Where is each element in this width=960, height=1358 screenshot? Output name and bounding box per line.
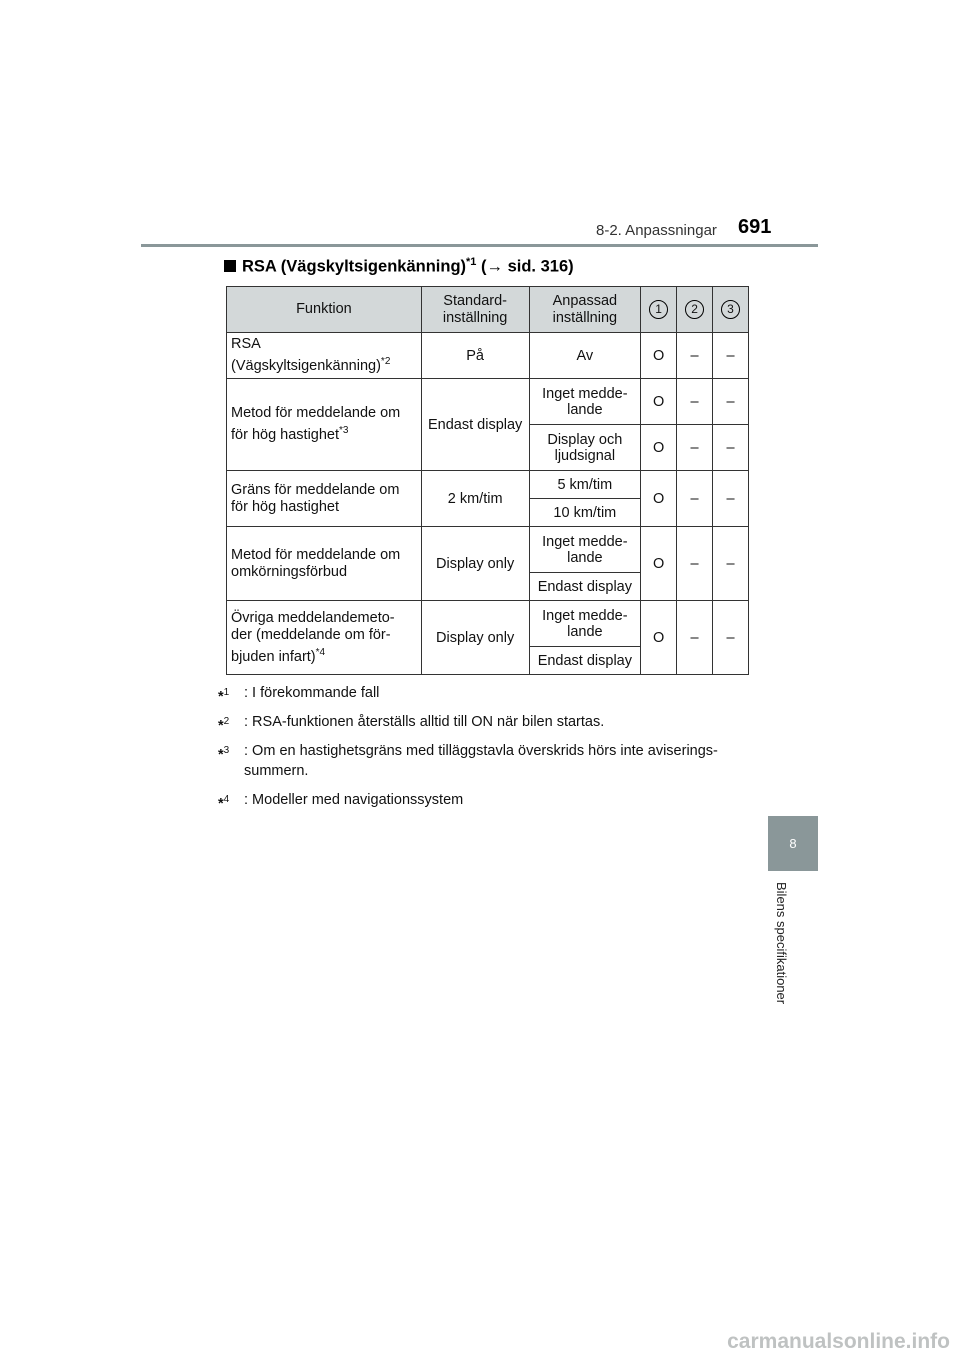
grans-c3: – <box>713 471 749 527</box>
header-section: 8-2. Anpassningar <box>596 222 717 239</box>
footnote-mark: *$^2$ <box>218 716 230 734</box>
metod-hog-funktion: Metod för meddelande om för hög hastighet$^{*3}$ <box>227 379 422 471</box>
header-col1 <box>641 287 677 333</box>
grans-standard: 2 km/tim <box>421 471 529 527</box>
metod-hog-anpassad-a: Inget medde- lande <box>529 379 641 425</box>
omkorning-c1: O <box>641 527 677 601</box>
section-title-mark: *1 <box>466 256 477 268</box>
section-title-main: RSA (Vägskyltsigenkänning) <box>242 257 467 276</box>
header-funktion: Funktion <box>227 287 422 333</box>
header-standard: Standard- inställning <box>421 287 529 333</box>
rsa-c1: O <box>641 333 677 379</box>
ovriga-anpassad-b: Endast display <box>529 647 641 675</box>
metod-hog-a1: O <box>641 379 677 425</box>
metod-hog-b1: O <box>641 425 677 471</box>
footnote-1: *$^1$ : I förekommande fall <box>218 685 380 705</box>
ovriga-standard: Display only <box>421 601 529 675</box>
footnotes <box>218 683 748 819</box>
footnote-mark: *$^1$ <box>218 687 230 705</box>
page-number: 691 <box>738 216 772 238</box>
square-bullet-icon <box>224 260 236 272</box>
chapter-tab <box>768 816 818 871</box>
omkorning-anpassad-b: Endast display <box>529 573 641 601</box>
metod-hog-a3: – <box>713 379 749 425</box>
ovriga-anpassad-a: Inget medde- lande <box>529 601 641 647</box>
footnote-mark: *$^3$ <box>218 745 230 763</box>
table-row <box>227 333 749 379</box>
metod-hog-anpassad-b: Display och ljudsignal <box>529 425 641 471</box>
table-row <box>227 471 749 499</box>
header-col3 <box>713 287 749 333</box>
footnote-3: *$^3$ : Om en hastighetsgräns med tilläggstavla överskrids hörs inte aviserings- summern. <box>218 743 718 779</box>
header-rule <box>141 244 818 247</box>
header-col2 <box>677 287 713 333</box>
grans-anpassad-a: 5 km/tim <box>529 471 641 499</box>
ovriga-c1: O <box>641 601 677 675</box>
footnote-2: *$^2$ : RSA-funktionen återställs alltid till ON när bilen startas. <box>218 714 605 734</box>
metod-hog-b3: – <box>713 425 749 471</box>
footnote-mark: *$^4$ <box>218 794 230 812</box>
metod-hog-b2: – <box>677 425 713 471</box>
grans-anpassad-b: 10 km/tim <box>529 499 641 527</box>
ovriga-c3: – <box>713 601 749 675</box>
omkorning-funktion: Metod för meddelande om omkörningsförbud <box>227 527 422 601</box>
ovriga-funktion: Övriga meddelandemeto- der (meddelande om för- bjuden infart)$^{*4}$ <box>227 601 422 675</box>
ovriga-c2: – <box>677 601 713 675</box>
omkorning-c3: – <box>713 527 749 601</box>
rsa-anpassad: Av <box>529 333 641 379</box>
footnote-4: *$^4$ : Modeller med navigationssystem <box>218 792 464 812</box>
metod-hog-a2: – <box>677 379 713 425</box>
settings-table <box>226 286 749 675</box>
grans-c2: – <box>677 471 713 527</box>
table-row <box>227 379 749 425</box>
circled-three-icon: 3 <box>721 300 740 319</box>
chapter-number: 8 <box>789 836 797 851</box>
rsa-funktion: RSA (Vägskyltsigenkänning)$^{*2}$ <box>227 333 422 379</box>
circled-two-icon: 2 <box>685 300 704 319</box>
section-title <box>224 256 574 277</box>
table-row <box>227 527 749 573</box>
circled-one-icon: 1 <box>649 300 668 319</box>
footer-watermark: carmanualsonline.info <box>727 1330 950 1353</box>
table-header-row <box>227 287 749 333</box>
section-title-ref: (→ sid. 316) <box>481 257 574 276</box>
grans-c1: O <box>641 471 677 527</box>
rsa-standard: På <box>421 333 529 379</box>
grans-funktion: Gräns för meddelande om för hög hastighet <box>227 471 422 527</box>
rsa-c3: – <box>713 333 749 379</box>
omkorning-anpassad-a: Inget medde- lande <box>529 527 641 573</box>
metod-hog-standard: Endast display <box>421 379 529 471</box>
table-row <box>227 601 749 647</box>
rsa-c2: – <box>677 333 713 379</box>
chapter-label: Bilens specifikationer <box>774 882 789 1005</box>
omkorning-c2: – <box>677 527 713 601</box>
omkorning-standard: Display only <box>421 527 529 601</box>
header-anpassad: Anpassad inställning <box>529 287 641 333</box>
